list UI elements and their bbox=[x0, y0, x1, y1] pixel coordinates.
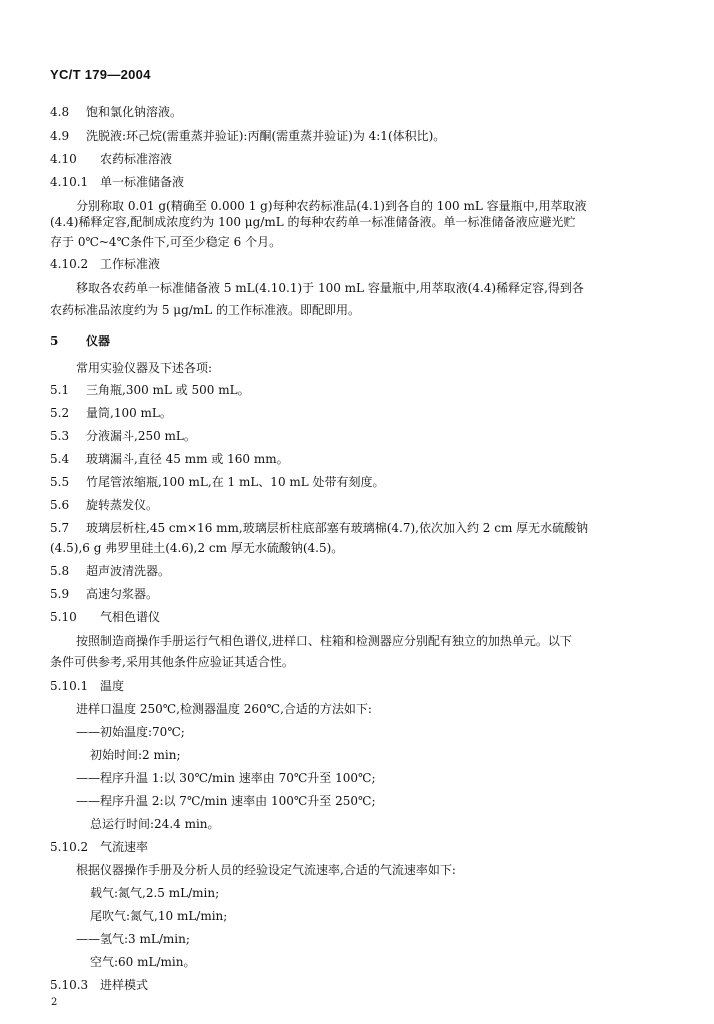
clause-5-10-1 bbox=[50, 678, 124, 694]
list-item: 载气:氮气,2.5 mL/min; bbox=[90, 886, 220, 900]
clause-text: 玻璃层析柱,45 cm×16 mm,玻璃层析柱底部塞有玻璃棉(4.7),依次加入约 2 cm 厚无水硫酸钠 bbox=[86, 521, 589, 535]
section-5-heading bbox=[50, 333, 110, 349]
paragraph-line: 存于 0℃~4℃条件下,可至少稳定 6 个月。 bbox=[50, 235, 282, 249]
list-item: 尾吹气:氮气,10 mL/min; bbox=[90, 909, 228, 923]
clause-5-7 bbox=[50, 520, 588, 536]
clause-text: 农药标准溶液 bbox=[100, 152, 173, 166]
clause-number: 4.10.1 bbox=[50, 175, 89, 189]
clause-text: 单一标准储备液 bbox=[100, 175, 185, 189]
clause-number: 5.6 bbox=[50, 498, 70, 512]
clause-number: 5.7 bbox=[50, 521, 70, 535]
clause-4-10-2 bbox=[50, 256, 160, 272]
clause-number: 5.8 bbox=[50, 564, 70, 578]
clause-5-2 bbox=[50, 405, 172, 421]
clause-number: 5.2 bbox=[50, 406, 70, 420]
list-item: ——初始温度:70℃; bbox=[76, 725, 185, 739]
clause-number: 5.1 bbox=[50, 383, 70, 397]
clause-5-10-3 bbox=[50, 977, 148, 993]
clause-text: 工作标准液 bbox=[100, 257, 161, 271]
page-number: 2 bbox=[51, 997, 58, 1008]
paragraph-line: (4.4)稀释定容,配制成浓度约为 100 μg/mL 的每种农药单一标准储备液。单一标准储备液应避光贮 bbox=[50, 215, 576, 229]
clause-5-9 bbox=[50, 586, 158, 602]
clause-number: 4.10.2 bbox=[50, 257, 89, 271]
clause-text: 分液漏斗,250 mL。 bbox=[86, 429, 196, 443]
clause-number: 5.5 bbox=[50, 475, 70, 489]
clause-text: 高速匀浆器。 bbox=[86, 587, 159, 601]
clause-4-10-1 bbox=[50, 174, 184, 190]
list-item: 总运行时间:24.4 min。 bbox=[90, 817, 220, 831]
list-item: ——程序升温 2:以 7℃/min 速率由 100℃升至 250℃; bbox=[76, 794, 376, 808]
clause-number: 4.10 bbox=[50, 152, 77, 166]
clause-5-3 bbox=[50, 428, 196, 444]
paragraph-line: (4.5),6 g 弗罗里硅土(4.6),2 cm 厚无水硫酸钠(4.5)。 bbox=[50, 541, 344, 555]
paragraph-line: 分别称取 0.01 g(精确至 0.000 1 g)每种农药标准品(4.1)到各自的 100 mL 容量瓶中,用萃取液 bbox=[76, 199, 587, 213]
section-title: 仪器 bbox=[86, 334, 111, 348]
clause-4-8 bbox=[50, 104, 182, 120]
clause-text: 玻璃漏斗,直径 45 mm 或 160 mm。 bbox=[86, 452, 289, 466]
paragraph-line: 进样口温度 250℃,检测器温度 260℃,合适的方法如下: bbox=[76, 702, 372, 716]
paragraph-line: 条件可供参考,采用其他条件应验证其适合性。 bbox=[50, 655, 294, 669]
list-item: 初始时间:2 min; bbox=[90, 748, 181, 762]
clause-5-10 bbox=[50, 609, 160, 625]
clause-number: 5.10.3 bbox=[50, 978, 89, 992]
clause-text: 量筒,100 mL。 bbox=[86, 406, 172, 420]
list-item: 空气:60 mL/min。 bbox=[90, 955, 196, 969]
clause-text: 洗脱液:环己烷(需重蒸并验证):丙酮(需重蒸并验证)为 4:1(体积比)。 bbox=[86, 129, 446, 143]
clause-text: 三角瓶,300 mL 或 500 mL。 bbox=[86, 383, 250, 397]
clause-4-10 bbox=[50, 151, 172, 167]
clause-number: 5.10.2 bbox=[50, 840, 89, 854]
clause-5-10-2 bbox=[50, 839, 148, 855]
clause-text: 旋转蒸发仪。 bbox=[86, 498, 159, 512]
clause-text: 超声波清洗器。 bbox=[86, 564, 171, 578]
paragraph-line: 移取各农药单一标准储备液 5 mL(4.10.1)于 100 mL 容量瓶中,用萃取液(4.4)稀释定容,得到各 bbox=[76, 281, 584, 295]
clause-text: 竹尾管浓缩瓶,100 mL,在 1 mL、10 mL 处带有刻度。 bbox=[86, 475, 385, 489]
clause-number: 4.9 bbox=[50, 129, 70, 143]
clause-text: 气相色谱仪 bbox=[100, 610, 161, 624]
paragraph-line: 按照制造商操作手册运行气相色谱仪,进样口、柱箱和检测器应分别配有独立的加热单元。以下 bbox=[76, 634, 572, 648]
clause-5-6 bbox=[50, 497, 158, 513]
clause-number: 5.9 bbox=[50, 587, 70, 601]
clause-text: 温度 bbox=[100, 679, 125, 693]
list-item: ——氢气:3 mL/min; bbox=[76, 932, 190, 946]
list-item: ——程序升温 1:以 30℃/min 速率由 70℃升至 100℃; bbox=[76, 771, 376, 785]
clause-number: 4.8 bbox=[50, 105, 70, 119]
clause-text: 饱和氯化钠溶液。 bbox=[86, 105, 183, 119]
clause-number: 5.3 bbox=[50, 429, 70, 443]
clause-4-9 bbox=[50, 128, 445, 144]
clause-number: 5.10 bbox=[50, 610, 77, 624]
clause-5-8 bbox=[50, 563, 170, 579]
clause-text: 气流速率 bbox=[100, 840, 149, 854]
clause-number: 5.4 bbox=[50, 452, 70, 466]
clause-5-4 bbox=[50, 451, 289, 467]
clause-5-1 bbox=[50, 382, 250, 398]
section-number: 5 bbox=[50, 334, 59, 348]
clause-number: 5.10.1 bbox=[50, 679, 89, 693]
paragraph-line: 根据仪器操作手册及分析人员的经验设定气流速率,合适的气流速率如下: bbox=[76, 863, 456, 877]
clause-5-5 bbox=[50, 474, 385, 490]
paragraph-line: 农药标准品浓度约为 5 μg/mL 的工作标准液。即配即用。 bbox=[50, 303, 360, 317]
standard-code-header: YC/T 179—2004 bbox=[50, 67, 151, 82]
clause-text: 进样模式 bbox=[100, 978, 149, 992]
paragraph-line: 常用实验仪器及下述各项: bbox=[76, 361, 213, 375]
